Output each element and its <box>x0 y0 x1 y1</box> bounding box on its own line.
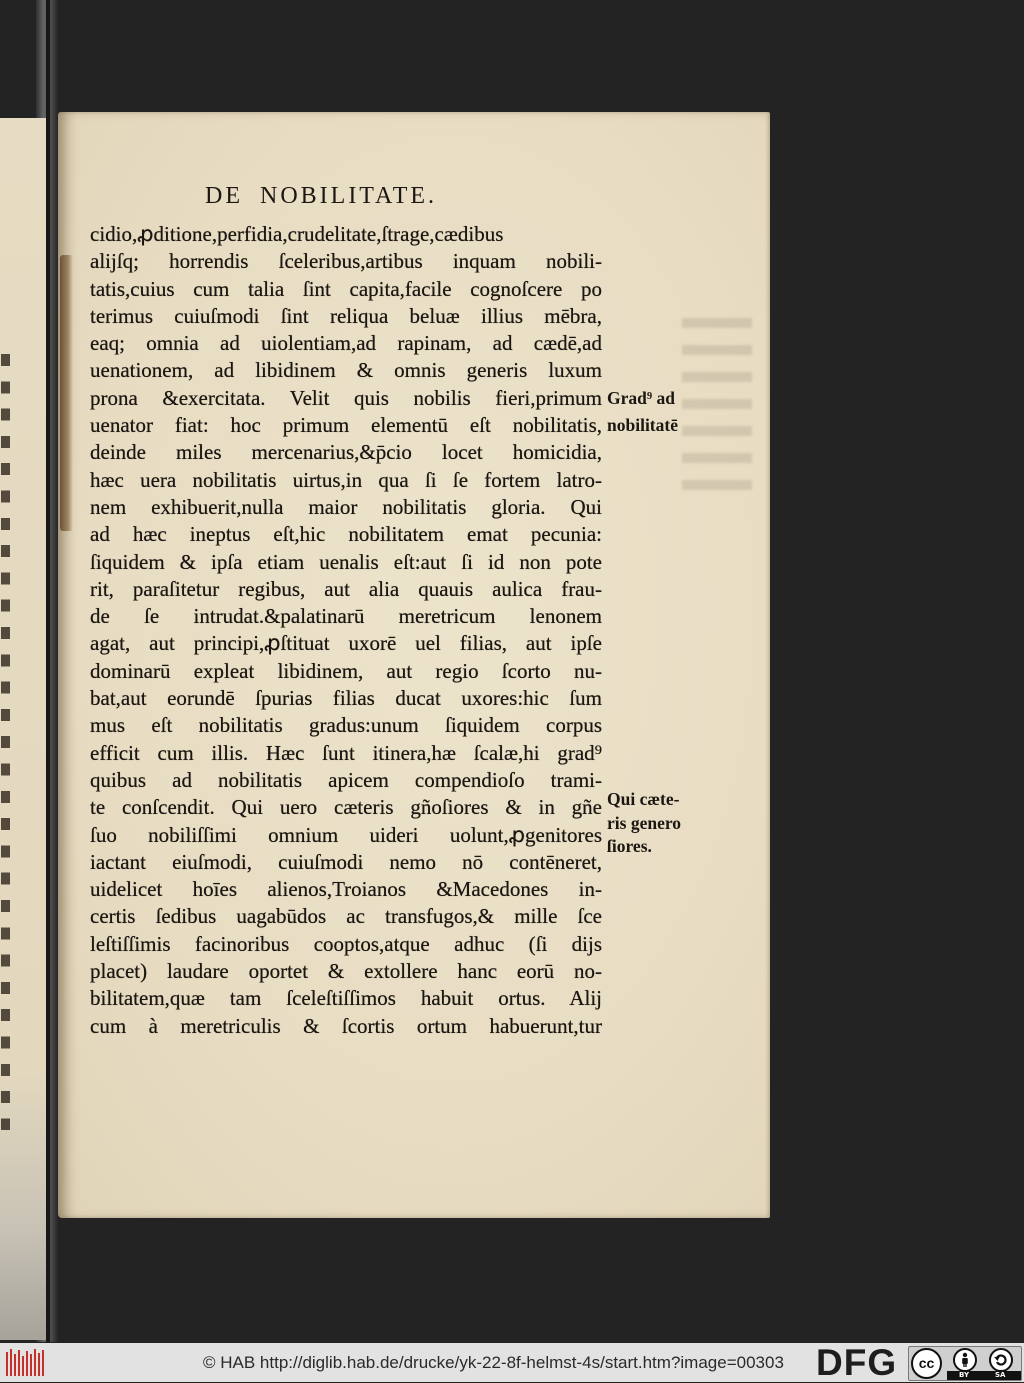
copyright-footer <box>0 1343 1024 1382</box>
text-line: bat,aut eorundē ſpurias filias ducat uxores:hic ſum <box>90 686 602 711</box>
cc-by-sa-badge <box>908 1346 1022 1381</box>
text-line: ſuo nobiliſſimi omnium uideri uolunt,ꝓgenitores <box>90 822 602 847</box>
text-line: deinde miles mercenarius,&p̄cio locet homicidia, <box>90 440 602 465</box>
text-line: efficit cum illis. Hæc ſunt itinera,hæ ſcalæ,hi grad⁹ <box>90 740 602 765</box>
marginal-note-line: nobilitatē <box>607 415 678 435</box>
running-head: DE NOBILITATE. <box>205 183 438 209</box>
license-sa-label: SA <box>995 1371 1006 1379</box>
marginal-note-gradus <box>607 385 678 439</box>
hab-logo-icon <box>5 1348 47 1378</box>
text-line: quibus ad nobilitatis apicem compendioſo trami- <box>90 767 602 792</box>
text-line: hæc uera nobilitatis uirtus,in qua ſi ſe fortem latro- <box>90 467 602 492</box>
text-line: mus eſt nobilitatis gradus:unum ſiquidem corpus <box>90 713 602 738</box>
marginal-note-line: ſiores. <box>607 836 652 856</box>
dfg-logo: DFG <box>816 1342 898 1383</box>
text-line: placet) laudare oportet & extollere hanc eorū no- <box>90 959 602 984</box>
text-line: prona &exercitata. Velit quis nobilis fieri,primum <box>90 385 602 410</box>
license-label-strip <box>947 1371 1021 1380</box>
text-line: eaq; omnia ad uiolentiam,ad rapinam, ad cædē,ad <box>90 331 602 356</box>
page-edge-damage <box>60 255 73 531</box>
text-line: te conſcendit. Qui uero cæteris gñoſiores & in gñe <box>90 795 602 820</box>
marginal-note-generosiores <box>607 788 681 859</box>
previous-page-edge <box>0 118 46 1340</box>
text-line: agat, aut principi,ꝓſtituat uxorē uel filias, aut ipſe <box>90 631 602 656</box>
text-line: uenationem, ad libidinem & omnis generis luxum <box>90 358 602 383</box>
text-line: ſiquidem & ipſa etiam uenalis eſt:aut ſi id non pote <box>90 549 602 574</box>
text-line: terimus cuiuſmodi ſint reliqua beluæ illius mēbra, <box>90 303 602 328</box>
text-line: cidio,ꝓditione,perfidia,crudelitate,ſtrage,cædibus <box>90 222 504 246</box>
by-person-icon <box>953 1348 977 1372</box>
previous-page-text-fragments <box>1 354 10 1130</box>
text-line: de ſe intrudat.&palatinarū meretricum lenonem <box>90 604 602 629</box>
marginal-note-line: Grad⁹ ad <box>607 388 675 408</box>
text-line: rit, paraſitetur regibus, aut alia quauis aulica frau- <box>90 576 602 601</box>
text-line: ad hæc ineptus eſt,hic nobilitatem emat pecunia: <box>90 522 602 547</box>
text-line: nem exhibuerit,nulla maior nobilitatis gloria. Qui <box>90 494 602 519</box>
bleed-through-marks <box>682 318 752 496</box>
marginal-note-line: Qui cæte- <box>607 789 680 809</box>
text-line: alijſq; horrendis ſceleribus,artibus inquam nobili- <box>90 249 602 274</box>
text-line: cum à meretriculis & ſcortis ortum habuerunt,tur <box>90 1013 602 1038</box>
text-line: bilitatem,quæ tam ſceleſtiſſimos habuit ortus. Alij <box>90 986 602 1011</box>
body-text <box>90 221 602 1040</box>
share-alike-icon <box>989 1348 1013 1372</box>
cc-icon: cc <box>911 1348 942 1379</box>
gutter-shadow <box>46 0 50 1342</box>
license-by-label: BY <box>959 1371 970 1379</box>
text-line: tatis,cuius cum talia ſint capita,facile cognoſcere po <box>90 276 602 301</box>
text-line: leſtiſſimis facinoribus cooptos,atque adhuc (ſi dijs <box>90 931 602 956</box>
text-line: uenator fiat: hoc primum elementū eſt nobilitatis, <box>90 413 602 438</box>
text-line: dominarū expleat libidinem, aut regio ſcorto nu- <box>90 658 602 683</box>
text-line: uidelicet hoīes alienos,Troianos &Macedones in- <box>90 877 602 902</box>
copyright-url: © HAB http://diglib.hab.de/drucke/yk-22-8f-helmst-4s/start.htm?image=00303 <box>203 1353 784 1372</box>
marginal-note-line: ris genero <box>607 812 682 833</box>
text-line: iactant eiuſmodi, cuiuſmodi nemo nō contēneret, <box>90 849 602 874</box>
text-line: certis ſedibus uagabūdos ac transfugos,& mille ſce <box>90 904 602 929</box>
